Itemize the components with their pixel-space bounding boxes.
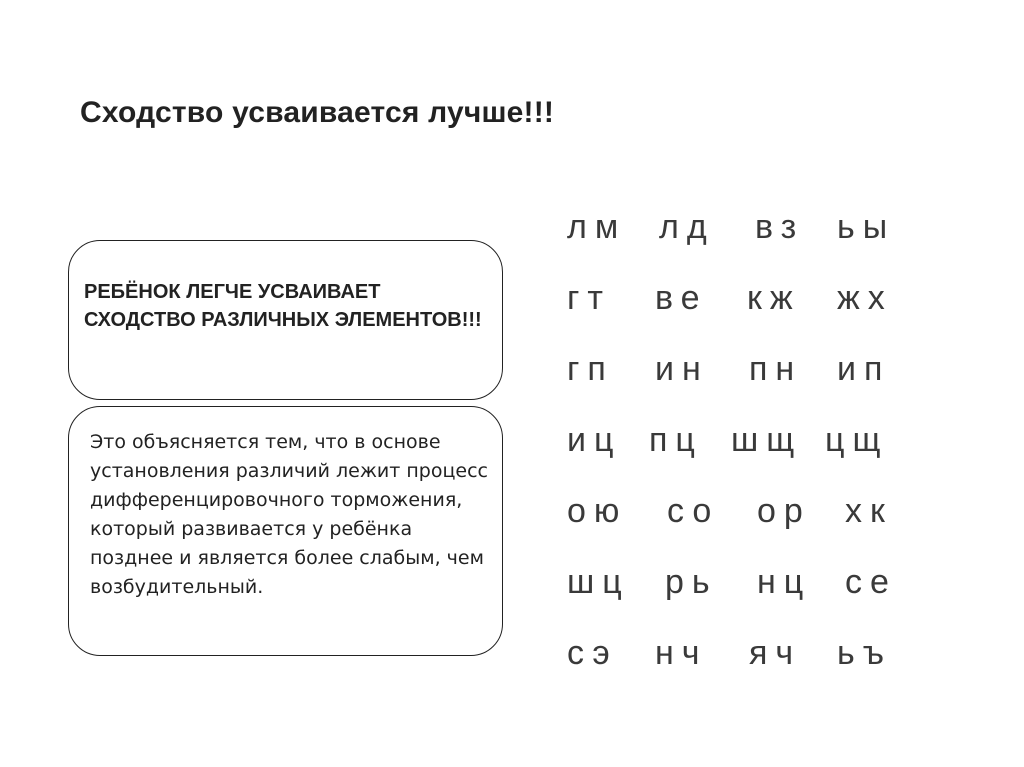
letter-pair: ою: [567, 492, 628, 530]
letter-pair: со: [667, 492, 720, 530]
letter-row: [555, 492, 915, 544]
letter-pair: лм: [567, 208, 627, 246]
letter-pair: сэ: [567, 634, 618, 672]
statement-text: РЕБЁНОК ЛЕГЧЕ УСВАИВАЕТ СХОДСТВО РАЗЛИЧНЫХ ЭЛЕМЕНТОВ!!!: [84, 281, 482, 331]
letter-pairs-table: [555, 208, 915, 678]
letter-pair: пц: [649, 421, 703, 459]
slide-title: Сходство усваивается лучше!!!: [80, 96, 555, 129]
letter-pair: цщ: [825, 421, 889, 459]
letter-pair: ьъ: [837, 634, 892, 672]
letter-pair: ип: [837, 350, 891, 388]
letter-pair: хк: [845, 492, 893, 530]
letter-pair: яч: [749, 634, 802, 672]
letter-pair: ве: [655, 279, 708, 317]
letter-pair: шц: [567, 563, 630, 601]
letter-pair: вз: [755, 208, 805, 246]
letter-pair: нч: [655, 634, 708, 672]
letter-row: [555, 350, 915, 402]
letter-pair: гт: [567, 279, 611, 317]
letter-pair: гп: [567, 350, 614, 388]
letter-pair: нц: [757, 563, 812, 601]
letter-pair: ин: [655, 350, 709, 388]
letter-pair: иц: [567, 421, 622, 459]
letter-pair: рь: [665, 563, 718, 601]
letter-pair: пн: [749, 350, 803, 388]
letter-pair: жх: [837, 279, 893, 317]
letter-pair: шщ: [731, 421, 803, 459]
letter-pair: ьы: [837, 208, 896, 246]
letter-row: [555, 279, 915, 331]
letter-row: [555, 634, 915, 686]
letter-pair: кж: [747, 279, 801, 317]
explanation-text: Это объясняется тем, что в основе установления различий лежит процесс дифференцировочного торможения, который развивается у ребёнка позднее и является более слабым, чем возбудительный.: [90, 431, 489, 598]
letter-pair: се: [845, 563, 897, 601]
letter-pair: ор: [757, 492, 811, 530]
letter-row: [555, 563, 915, 615]
letter-pair: лд: [659, 208, 715, 246]
letter-row: [555, 421, 915, 473]
letter-row: [555, 208, 915, 260]
